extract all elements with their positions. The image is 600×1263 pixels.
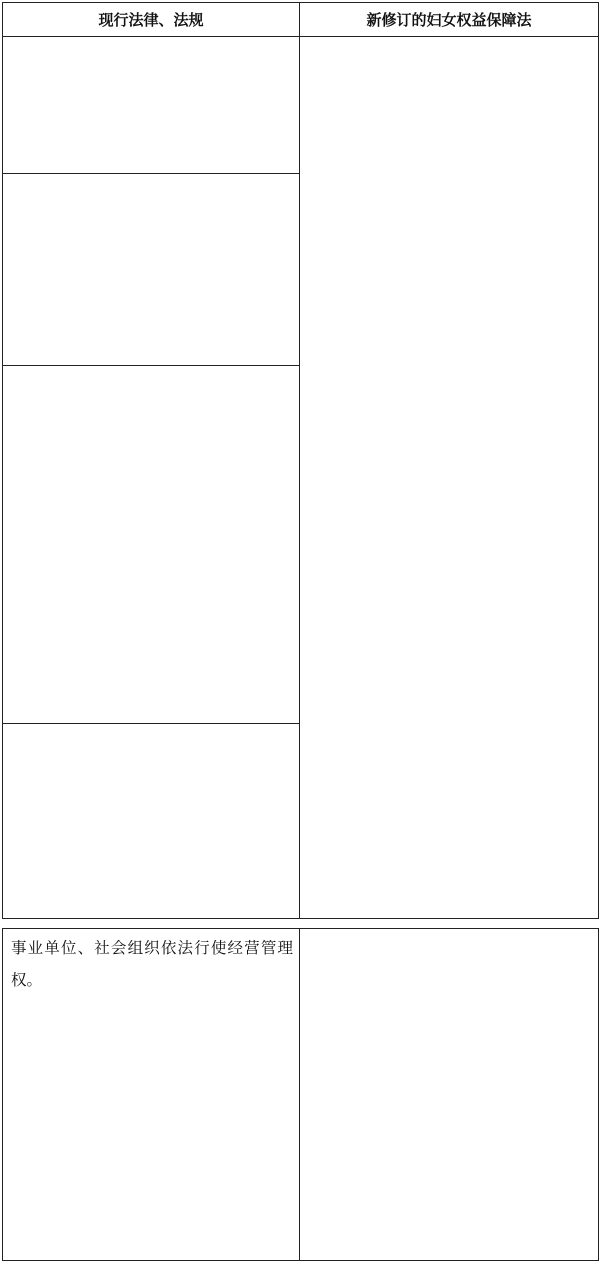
comparison-table-1 xyxy=(2,2,599,919)
new-law-column-cont xyxy=(300,929,598,1260)
header-current-laws: 现行法律、法规 xyxy=(3,3,299,37)
cell-labor-law-art29 xyxy=(3,37,299,173)
cell-labor-contract-law-art42 xyxy=(3,173,299,365)
cell-left-continued xyxy=(3,929,299,1260)
comparison-table-2 xyxy=(2,928,599,1261)
cell-female-worker-protection-art5 xyxy=(3,723,299,918)
current-law-column xyxy=(3,3,300,918)
new-law-column xyxy=(300,3,598,918)
cell-women-rights-law-art25-27 xyxy=(3,365,299,723)
cell-new-law-articles xyxy=(300,37,598,918)
header-new-law: 新修订的妇女权益保障法 xyxy=(300,3,598,37)
current-law-column-cont xyxy=(3,929,300,1260)
left-continued-text: 事业单位、社会组织依法行使经营管理权。 xyxy=(11,939,293,989)
cell-new-law-articles-cont xyxy=(300,929,598,1260)
